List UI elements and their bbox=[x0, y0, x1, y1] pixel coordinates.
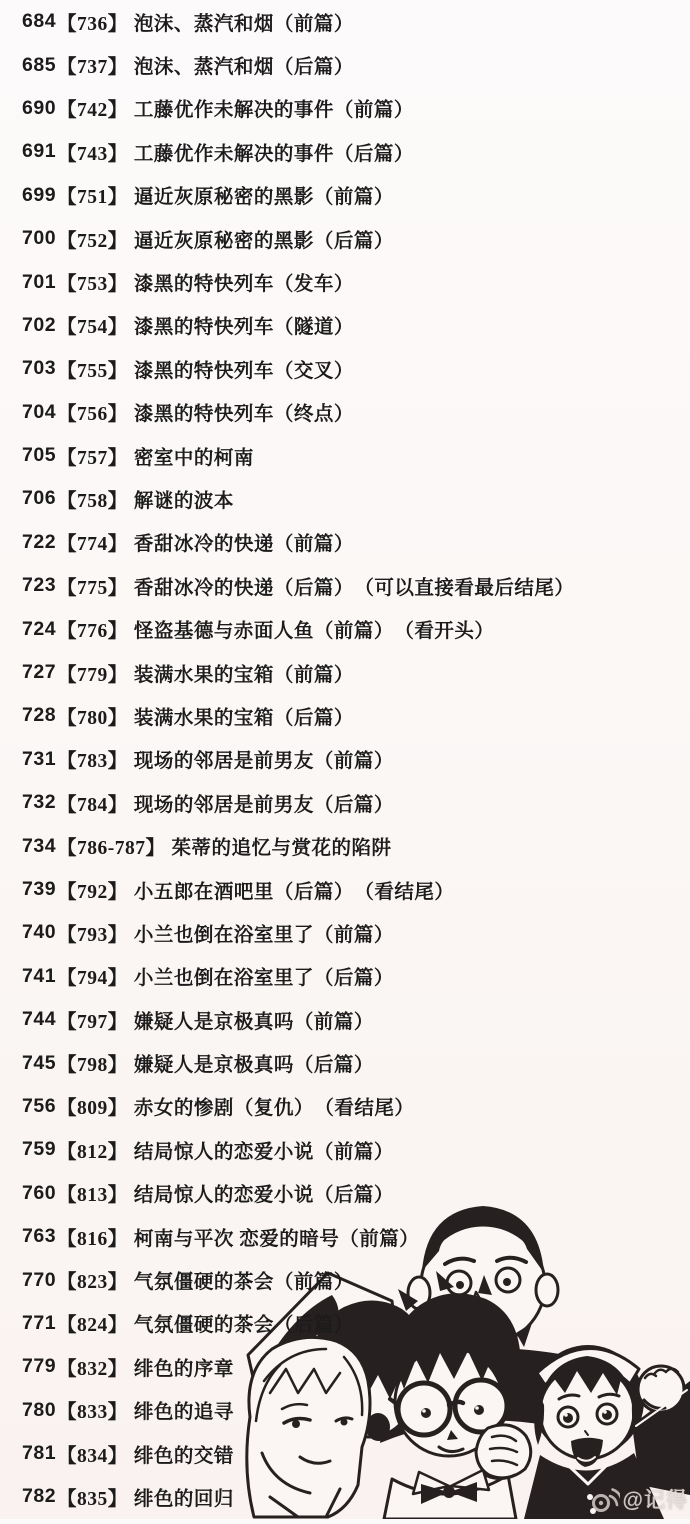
episode-row bbox=[0, 347, 690, 390]
episode-title: 工藤优作未解决的事件（前篇） bbox=[133, 100, 414, 122]
episode-title: 装满水果的宝箱（后篇） bbox=[133, 707, 354, 729]
episode-number: 734 bbox=[22, 834, 57, 857]
episode-number: 702 bbox=[22, 313, 57, 336]
episode-title: 现场的邻居是前男友（后篇） bbox=[133, 794, 394, 816]
episode-tv-number: 【753】 bbox=[57, 274, 128, 296]
episode-row bbox=[0, 911, 690, 954]
episode-row bbox=[0, 260, 690, 303]
episode-tv-number: 【824】 bbox=[57, 1315, 128, 1337]
episode-number: 781 bbox=[22, 1442, 57, 1465]
episode-title: 漆黑的特快列车（终点） bbox=[133, 404, 354, 426]
episode-title: 装满水果的宝箱（前篇） bbox=[133, 664, 354, 686]
episode-title: 逼近灰原秘密的黑影（前篇） bbox=[133, 187, 394, 209]
episode-tv-number: 【792】 bbox=[57, 881, 128, 903]
episode-row bbox=[0, 87, 690, 130]
episode-number: 724 bbox=[22, 617, 57, 640]
episode-tv-number: 【756】 bbox=[57, 404, 128, 426]
episode-number: 760 bbox=[22, 1181, 57, 1204]
episode-number: 739 bbox=[22, 878, 57, 900]
episode-row bbox=[0, 521, 690, 564]
episode-number: 685 bbox=[22, 53, 57, 76]
episode-tv-number: 【779】 bbox=[57, 664, 128, 686]
episode-row bbox=[0, 1475, 690, 1518]
episode-tv-number: 【823】 bbox=[57, 1272, 128, 1294]
episode-title: 漆黑的特快列车（交叉） bbox=[133, 360, 354, 382]
episode-row bbox=[0, 1432, 690, 1475]
episode-title: 气氛僵硬的茶会（后篇） bbox=[133, 1315, 354, 1337]
episode-title: 工藤优作未解决的事件（后篇） bbox=[133, 143, 414, 165]
episode-number: 756 bbox=[22, 1094, 57, 1117]
episode-number: 770 bbox=[22, 1268, 57, 1291]
episode-row bbox=[0, 1128, 690, 1171]
episode-tv-number: 【752】 bbox=[57, 230, 128, 252]
episode-title: 怪盗基德与赤面人鱼（前篇） （看开头） bbox=[133, 621, 495, 643]
episode-row bbox=[0, 130, 690, 173]
episode-tv-number: 【834】 bbox=[57, 1445, 128, 1467]
episode-title: 嫌疑人是京极真吗（前篇） bbox=[133, 1011, 374, 1033]
episode-number: 684 bbox=[22, 10, 57, 33]
episode-number: 732 bbox=[22, 791, 57, 814]
episode-number: 704 bbox=[22, 400, 57, 423]
episode-tv-number: 【832】 bbox=[57, 1358, 128, 1380]
episode-number: 723 bbox=[22, 574, 57, 597]
episode-row bbox=[0, 477, 690, 520]
episode-tv-number: 【775】 bbox=[57, 577, 128, 599]
episode-title: 小兰也倒在浴室里了（后篇） bbox=[133, 968, 394, 990]
episode-row bbox=[0, 651, 690, 694]
episode-row bbox=[0, 1085, 690, 1128]
watermark-text: @记得 bbox=[622, 1489, 688, 1512]
episode-row bbox=[0, 824, 690, 867]
episode-tv-number: 【780】 bbox=[57, 707, 128, 729]
episode-number: 703 bbox=[22, 357, 57, 380]
episode-row bbox=[0, 434, 690, 477]
episode-title: 香甜冰冷的快递（后篇） （可以直接看最后结尾） bbox=[133, 577, 575, 599]
episode-number: 691 bbox=[22, 140, 57, 163]
episode-number: 728 bbox=[22, 704, 57, 727]
episode-tv-number: 【812】 bbox=[57, 1141, 128, 1163]
episode-title: 漆黑的特快列车（隧道） bbox=[133, 317, 354, 339]
episode-title: 绯色的交错 bbox=[133, 1445, 234, 1467]
episode-tv-number: 【737】 bbox=[57, 57, 128, 79]
episode-number: 740 bbox=[22, 921, 57, 944]
episode-title: 密室中的柯南 bbox=[133, 447, 254, 469]
episode-tv-number: 【784】 bbox=[57, 794, 128, 816]
episode-row bbox=[0, 1302, 690, 1345]
episode-number: 731 bbox=[22, 747, 57, 770]
episode-tv-number: 【835】 bbox=[57, 1488, 128, 1510]
episode-tv-number: 【786-787】 bbox=[57, 838, 166, 860]
episode-title: 现场的邻居是前男友（前篇） bbox=[133, 751, 394, 773]
episode-row bbox=[0, 217, 690, 260]
episode-title: 漆黑的特快列车（发车） bbox=[133, 274, 354, 296]
episode-row bbox=[0, 1172, 690, 1215]
episode-number: 699 bbox=[22, 183, 57, 206]
episode-tv-number: 【809】 bbox=[57, 1098, 128, 1120]
episode-title: 泡沫、蒸汽和烟（后篇） bbox=[133, 57, 354, 79]
episode-title: 绯色的追寻 bbox=[133, 1402, 234, 1424]
episode-number: 744 bbox=[22, 1008, 57, 1031]
episode-number: 745 bbox=[22, 1051, 57, 1074]
episode-tv-number: 【797】 bbox=[57, 1011, 128, 1033]
episode-title: 气氛僵硬的茶会（前篇） bbox=[133, 1272, 354, 1294]
episode-number: 690 bbox=[22, 96, 57, 119]
episode-tv-number: 【751】 bbox=[57, 187, 128, 209]
episode-number: 763 bbox=[22, 1225, 57, 1248]
episode-title: 结局惊人的恋爱小说（前篇） bbox=[133, 1141, 394, 1163]
episode-title: 赤女的惨剧（复仇） （看结尾） bbox=[133, 1098, 415, 1120]
episode-tv-number: 【776】 bbox=[57, 621, 128, 643]
episode-number: 722 bbox=[22, 530, 57, 553]
episode-row bbox=[0, 781, 690, 824]
episode-row bbox=[0, 1345, 690, 1388]
episode-row bbox=[0, 564, 690, 607]
episode-title: 小五郎在酒吧里（后篇） （看结尾） bbox=[133, 881, 455, 903]
episode-row bbox=[0, 868, 690, 911]
episode-tv-number: 【754】 bbox=[57, 317, 128, 339]
episode-title: 泡沫、蒸汽和烟（前篇） bbox=[133, 13, 354, 35]
episode-title: 香甜冰冷的快递（前篇） bbox=[133, 534, 354, 556]
episode-title: 绯色的回归 bbox=[133, 1488, 234, 1510]
episode-number: 782 bbox=[22, 1485, 57, 1508]
episode-row bbox=[0, 1389, 690, 1432]
episode-number: 701 bbox=[22, 270, 57, 293]
episode-title: 逼近灰原秘密的黑影（后篇） bbox=[133, 230, 394, 252]
episode-tv-number: 【755】 bbox=[57, 360, 128, 382]
episode-row bbox=[0, 998, 690, 1041]
episode-row bbox=[0, 955, 690, 998]
episode-tv-number: 【798】 bbox=[57, 1055, 128, 1077]
episode-number: 741 bbox=[22, 964, 57, 987]
episode-title: 绯色的序章 bbox=[133, 1358, 234, 1380]
episode-number: 727 bbox=[22, 661, 57, 684]
episode-tv-number: 【742】 bbox=[57, 100, 128, 122]
episode-row bbox=[0, 304, 690, 347]
episode-number: 779 bbox=[22, 1355, 57, 1378]
episode-tv-number: 【757】 bbox=[57, 447, 128, 469]
episode-row bbox=[0, 391, 690, 434]
episode-title: 柯南与平次 恋爱的暗号（前篇） bbox=[133, 1228, 420, 1250]
episode-number: 706 bbox=[22, 487, 57, 510]
episode-title: 茱蒂的追忆与赏花的陷阱 bbox=[171, 838, 392, 860]
episode-tv-number: 【783】 bbox=[57, 751, 128, 773]
episode-title: 嫌疑人是京极真吗（后篇） bbox=[133, 1055, 374, 1077]
episode-number: 705 bbox=[22, 444, 57, 467]
watermark bbox=[590, 1484, 688, 1514]
episode-number: 700 bbox=[22, 227, 57, 250]
episode-tv-number: 【774】 bbox=[57, 534, 128, 556]
episode-row bbox=[0, 43, 690, 86]
episode-title: 解谜的波本 bbox=[133, 490, 234, 512]
weibo-logo-icon bbox=[590, 1485, 620, 1513]
episode-row bbox=[0, 174, 690, 217]
episode-row bbox=[0, 1041, 690, 1084]
episode-tv-number: 【794】 bbox=[57, 968, 128, 990]
episode-number: 771 bbox=[22, 1311, 57, 1334]
episode-row bbox=[0, 694, 690, 737]
episode-title: 小兰也倒在浴室里了（前篇） bbox=[133, 924, 394, 946]
episode-row bbox=[0, 1215, 690, 1258]
episode-number: 759 bbox=[22, 1138, 57, 1161]
episode-tv-number: 【736】 bbox=[57, 13, 128, 35]
episode-title: 结局惊人的恋爱小说（后篇） bbox=[133, 1185, 394, 1207]
episode-tv-number: 【743】 bbox=[57, 143, 128, 165]
episode-tv-number: 【813】 bbox=[57, 1185, 128, 1207]
episode-tv-number: 【833】 bbox=[57, 1402, 128, 1424]
episode-tv-number: 【816】 bbox=[57, 1228, 128, 1250]
episode-row bbox=[0, 1258, 690, 1301]
episode-row bbox=[0, 0, 690, 43]
episode-row bbox=[0, 738, 690, 781]
episode-row bbox=[0, 607, 690, 650]
episode-tv-number: 【793】 bbox=[57, 924, 128, 946]
episode-number: 780 bbox=[22, 1398, 57, 1421]
episode-tv-number: 【758】 bbox=[57, 490, 128, 512]
